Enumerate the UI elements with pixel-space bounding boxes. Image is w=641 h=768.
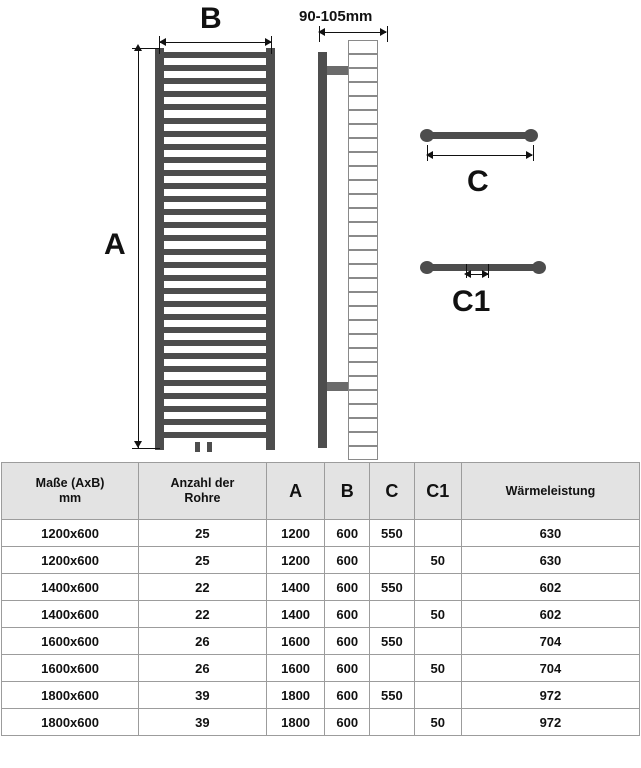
side-view-tube <box>348 446 378 460</box>
table-header-masse-line1: Maße (AxB) <box>35 476 105 490</box>
table-cell <box>414 628 461 655</box>
dim-tick-b-left <box>159 36 160 54</box>
table-header-masse-line2: mm <box>58 491 82 505</box>
side-view-tube <box>348 40 378 54</box>
table-header-anzahl-line1: Anzahl der <box>170 476 235 490</box>
radiator-rung <box>161 183 269 189</box>
table-row <box>2 628 640 655</box>
table-cell: 50 <box>414 709 461 736</box>
dim-tick-c-right <box>533 145 534 161</box>
table-cell: 602 <box>461 574 639 601</box>
table-row <box>2 655 640 682</box>
side-view-radiator <box>318 40 390 460</box>
table-cell: 50 <box>414 547 461 574</box>
table-cell: 50 <box>414 601 461 628</box>
radiator-rung <box>161 327 269 333</box>
table-cell: 25 <box>139 547 267 574</box>
table-cell: 22 <box>139 574 267 601</box>
table-cell: 1400x600 <box>2 601 139 628</box>
table-header-b: B <box>325 463 370 520</box>
radiator-rung <box>161 91 269 97</box>
side-view-tube <box>348 194 378 208</box>
table-cell <box>370 601 415 628</box>
label-c1: C1 <box>452 285 491 318</box>
bracket-knob-c-left <box>420 129 434 142</box>
bracket-knob-c1-right <box>532 261 546 274</box>
table-header-masse <box>2 463 139 520</box>
table-cell: 25 <box>139 520 267 547</box>
table-header-c1: C1 <box>414 463 461 520</box>
dim-tick-depth-left <box>319 26 320 42</box>
dim-tick-c1-right <box>488 264 489 278</box>
front-view-radiator <box>155 48 275 450</box>
radiator-rung <box>161 380 269 386</box>
table-cell: 600 <box>325 655 370 682</box>
side-view-tube <box>348 334 378 348</box>
table-cell: 600 <box>325 709 370 736</box>
radiator-valve-right <box>207 442 212 452</box>
table-cell: 600 <box>325 574 370 601</box>
table-cell <box>370 655 415 682</box>
side-view-tube <box>348 236 378 250</box>
dim-arrow-b-left <box>159 38 166 46</box>
table-cell: 1600 <box>266 655 325 682</box>
table-cell: 39 <box>139 709 267 736</box>
table-cell: 1600x600 <box>2 655 139 682</box>
bracket-knob-c1-left <box>420 261 434 274</box>
radiator-rung <box>161 419 269 425</box>
radiator-rung <box>161 104 269 110</box>
table-cell: 600 <box>325 547 370 574</box>
side-view-tube <box>348 418 378 432</box>
radiator-rung <box>161 65 269 71</box>
table-row <box>2 574 640 601</box>
label-a: A <box>104 228 126 261</box>
side-view-tube <box>348 54 378 68</box>
table-cell <box>414 574 461 601</box>
table-header-c: C <box>370 463 415 520</box>
table-cell: 1200x600 <box>2 547 139 574</box>
side-view-tube <box>348 152 378 166</box>
radiator-rung <box>161 353 269 359</box>
table-cell: 600 <box>325 601 370 628</box>
table-cell: 704 <box>461 655 639 682</box>
table-cell: 1600 <box>266 628 325 655</box>
side-view-tube <box>348 82 378 96</box>
dim-tick-c-left <box>427 145 428 161</box>
dim-tick-depth-right <box>387 26 388 42</box>
side-view-tube <box>348 376 378 390</box>
table-cell: 600 <box>325 628 370 655</box>
table-cell: 39 <box>139 682 267 709</box>
dim-line-c <box>428 155 532 156</box>
radiator-rungs <box>161 52 269 446</box>
radiator-rung <box>161 301 269 307</box>
table-cell: 1800x600 <box>2 682 139 709</box>
radiator-rung <box>161 131 269 137</box>
table-row <box>2 547 640 574</box>
label-c: C <box>467 165 489 198</box>
radiator-rung <box>161 78 269 84</box>
side-view-tube <box>348 222 378 236</box>
table-row <box>2 520 640 547</box>
table-cell: 1800 <box>266 682 325 709</box>
side-view-bracket-bottom <box>327 382 349 391</box>
side-view-tube <box>348 68 378 82</box>
table-cell <box>414 520 461 547</box>
table-cell: 1400 <box>266 574 325 601</box>
table-cell: 1600x600 <box>2 628 139 655</box>
table-cell: 550 <box>370 520 415 547</box>
table-cell: 1400 <box>266 601 325 628</box>
table-row <box>2 682 640 709</box>
radiator-rung <box>161 393 269 399</box>
side-view-tube <box>348 138 378 152</box>
side-view-tube <box>348 306 378 320</box>
table-cell: 602 <box>461 601 639 628</box>
radiator-rung <box>161 406 269 412</box>
table-cell: 1400x600 <box>2 574 139 601</box>
bracket-knob-c-right <box>524 129 538 142</box>
table-header-waermeleistung: Wärmeleistung <box>461 463 639 520</box>
side-view-tube <box>348 124 378 138</box>
table-cell: 26 <box>139 628 267 655</box>
side-view-tube <box>348 96 378 110</box>
dim-line-depth <box>320 32 386 33</box>
side-view-tube <box>348 250 378 264</box>
table-cell: 50 <box>414 655 461 682</box>
radiator-rung <box>161 157 269 163</box>
dim-tick-a-top <box>132 48 160 49</box>
side-view-tube <box>348 166 378 180</box>
radiator-rung <box>161 209 269 215</box>
side-view-tube <box>348 320 378 334</box>
dim-arrow-c-right <box>526 151 533 159</box>
label-b: B <box>200 2 222 35</box>
table-cell: 630 <box>461 547 639 574</box>
radiator-rung <box>161 144 269 150</box>
table-cell <box>370 547 415 574</box>
table-cell: 1200 <box>266 520 325 547</box>
radiator-rung <box>161 262 269 268</box>
side-view-tube <box>348 264 378 278</box>
table-cell: 600 <box>325 520 370 547</box>
table-cell: 1800x600 <box>2 709 139 736</box>
dim-line-a <box>138 48 139 448</box>
specification-table <box>1 462 640 736</box>
bracket-bar-c <box>430 132 526 139</box>
radiator-rung <box>161 366 269 372</box>
table-header-a: A <box>266 463 325 520</box>
side-view-bracket-top <box>327 66 349 75</box>
side-view-tube <box>348 278 378 292</box>
table-row <box>2 601 640 628</box>
radiator-rung <box>161 235 269 241</box>
radiator-rung <box>161 288 269 294</box>
radiator-rung <box>161 170 269 176</box>
side-view-tubes <box>348 40 378 460</box>
radiator-rung <box>161 275 269 281</box>
radiator-rung <box>161 52 269 58</box>
side-view-tube <box>348 110 378 124</box>
side-view-tube <box>348 208 378 222</box>
table-cell <box>370 709 415 736</box>
dim-tick-b-right <box>271 36 272 54</box>
table-header-row <box>2 463 640 520</box>
table-cell: 550 <box>370 682 415 709</box>
radiator-rung <box>161 340 269 346</box>
dim-arrow-a-bottom <box>134 441 142 448</box>
side-view-tube <box>348 180 378 194</box>
radiator-rung <box>161 118 269 124</box>
side-view-tube <box>348 348 378 362</box>
table-header-anzahl-rohre <box>139 463 267 520</box>
table-header-anzahl-line2: Rohre <box>184 491 221 505</box>
dim-arrow-depth-right <box>380 28 387 36</box>
radiator-rung <box>161 196 269 202</box>
table-cell: 550 <box>370 628 415 655</box>
side-view-tube <box>348 404 378 418</box>
table-body <box>2 520 640 736</box>
dim-tick-c1-left <box>466 264 467 278</box>
dim-line-b <box>159 42 272 43</box>
table-cell: 600 <box>325 682 370 709</box>
radiator-valve-left <box>195 442 200 452</box>
radiator-rung <box>161 314 269 320</box>
bracket-view-c <box>420 126 540 146</box>
side-view-rail <box>318 52 327 448</box>
table-cell: 972 <box>461 709 639 736</box>
table-cell: 1200x600 <box>2 520 139 547</box>
table-row <box>2 709 640 736</box>
side-view-tube <box>348 362 378 376</box>
table-cell: 972 <box>461 682 639 709</box>
radiator-rung <box>161 432 269 438</box>
table-cell: 1200 <box>266 547 325 574</box>
table-cell: 704 <box>461 628 639 655</box>
table-cell: 22 <box>139 601 267 628</box>
side-view-tube <box>348 292 378 306</box>
table-cell: 26 <box>139 655 267 682</box>
label-depth: 90-105mm <box>299 8 373 25</box>
table-cell: 1800 <box>266 709 325 736</box>
side-view-tube <box>348 390 378 404</box>
side-view-tube <box>348 432 378 446</box>
radiator-rung <box>161 222 269 228</box>
table-cell <box>414 682 461 709</box>
radiator-rung <box>161 249 269 255</box>
dim-tick-a-bottom <box>132 448 160 449</box>
table-cell: 550 <box>370 574 415 601</box>
table-cell: 630 <box>461 520 639 547</box>
